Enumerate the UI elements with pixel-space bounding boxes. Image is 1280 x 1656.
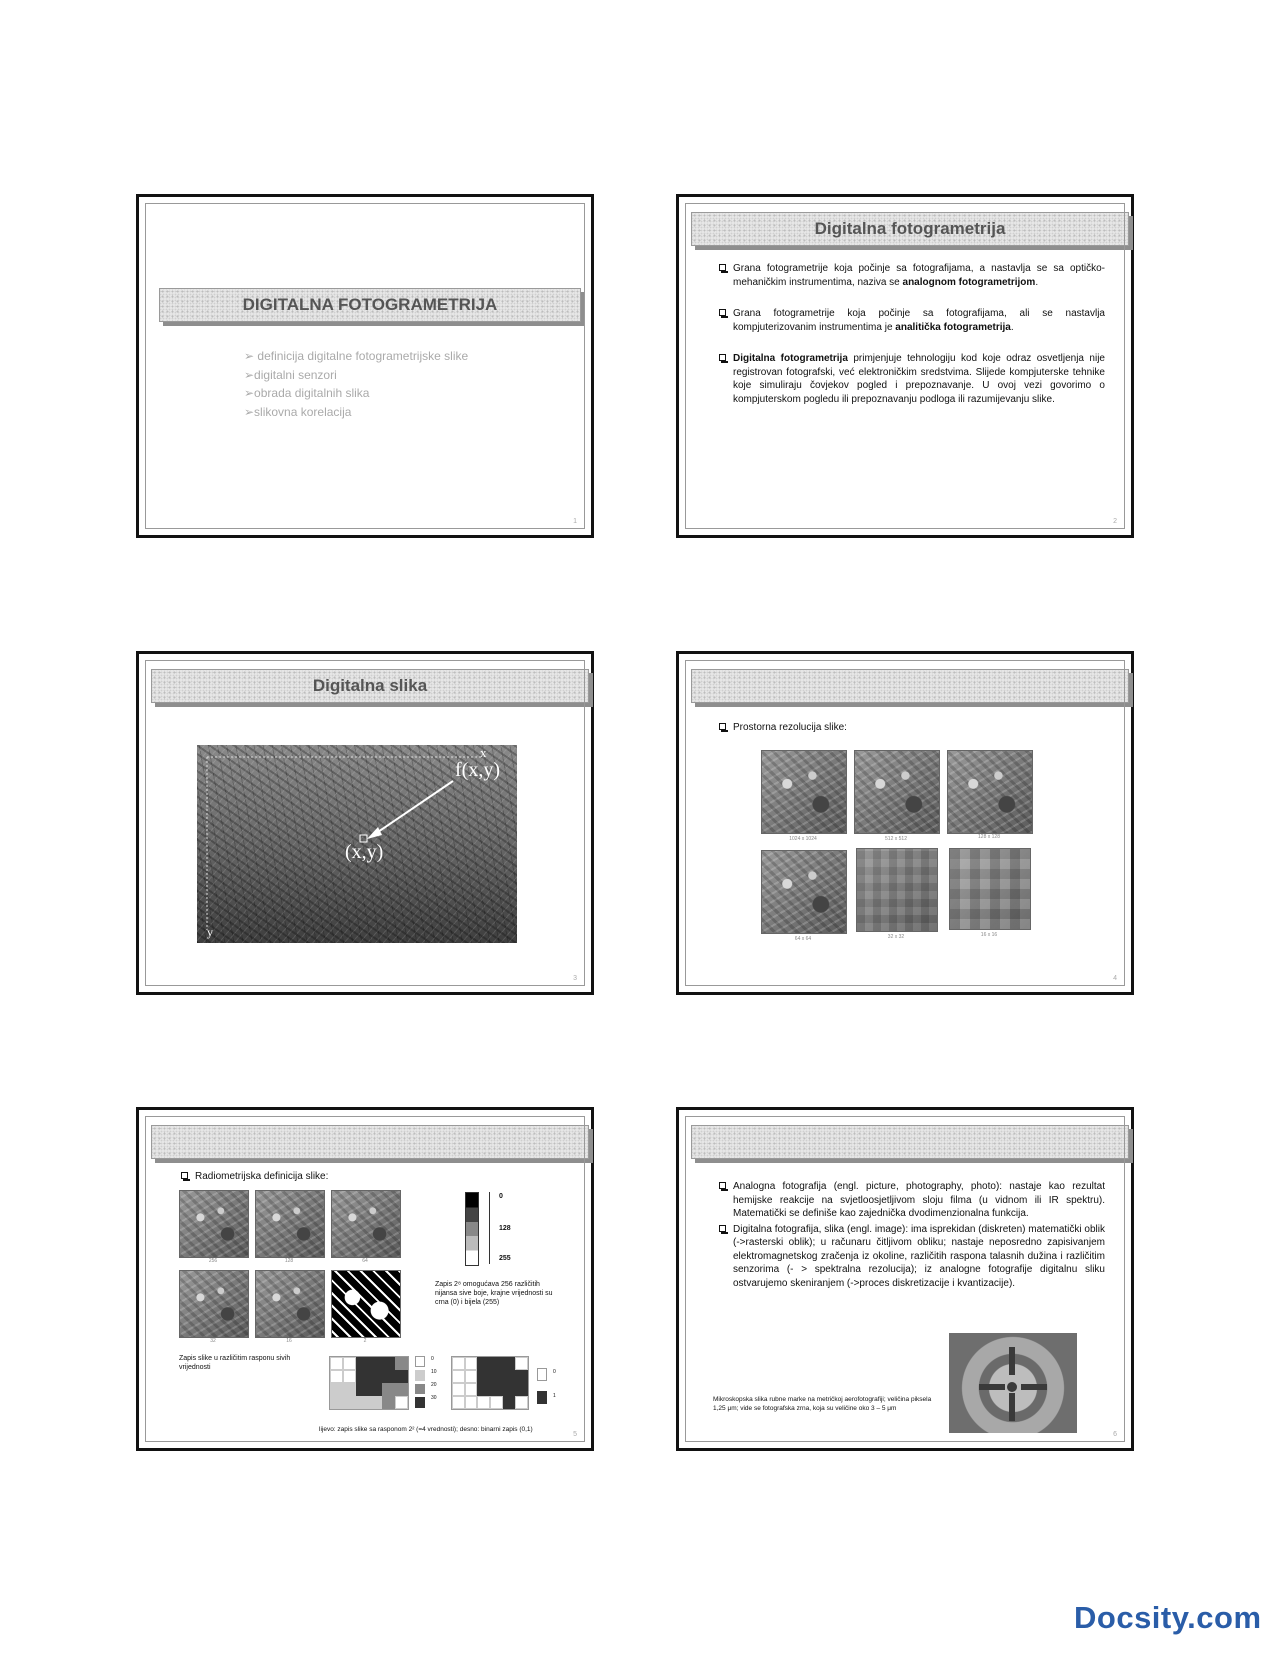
- bullet-list: [719, 262, 1105, 418]
- slide-number: 1: [573, 518, 577, 525]
- slide-3: [136, 651, 594, 995]
- slide-number: 6: [1113, 1431, 1117, 1438]
- binary-level-label: 1: [553, 1393, 556, 1399]
- binary-legend: [537, 1368, 547, 1404]
- gray-level-label: 20: [431, 1382, 437, 1388]
- function-label: f(x,y): [455, 759, 500, 781]
- slide-1: [136, 194, 594, 538]
- slide-title: Digitalna fotogrametrija: [691, 212, 1129, 246]
- aerial-image-32: [856, 848, 938, 932]
- list-item: Digitalna fotografija, slika (engl. image): ima isprekidan (diskreten) matematički oblik (->rasterski oblik); u računaru čitljivom obliku; nastaje neposredno zapisivanjem elektromagnetskog zračenja iz okoline, različitih raspona talasnih dužina i različitim senzorima (- > spektralna rezolucija); iz analogne fotografije digitalnu sliku ostvarujemo skeniranjem (->proces diskretizacije i kvantizacije).: [719, 1223, 1105, 1291]
- gray-level-label: 30: [431, 1395, 437, 1401]
- checkbox-bullet-icon: [181, 1172, 188, 1179]
- list-item: Analogna fotografija (engl. picture, photography, photo): nastaje kao rezultat hemijske reakcije na svjetloosjetljivom sloju filma (u vidnom ili IR spektru). Matematički se definiše kao zajednička dvodimenzionalna funkcija.: [719, 1180, 1105, 1221]
- slide-5: [136, 1107, 594, 1451]
- aerial-image-512: [854, 750, 940, 834]
- pixel-label: (x,y): [345, 841, 384, 863]
- figure-footer: lijevo: zapis slike sa rasponom 2² (=4 vrednosti); desno: binarni zapis (0,1): [319, 1426, 533, 1433]
- list-item: ➢obrada digitalnih slika: [244, 386, 370, 400]
- photo-caption: Mikroskopska slika rubne marke na metričkoj aerofotografiji; veličina piksela 1,25 μm; vide se fotografska zrna, koja su veličine oko 3 – 5 μm: [713, 1396, 932, 1412]
- checkbox-bullet-icon: [719, 723, 726, 730]
- gray-image-256: [179, 1190, 249, 1258]
- list-item: Grana fotogrametrije koja počinje sa fotografijama, ali se nastavlja kompjuterizovanim instrumentima je analitička fotogrametrija.: [719, 307, 1105, 334]
- axis-x-label: x: [480, 745, 487, 760]
- aerial-image-128: [947, 750, 1033, 834]
- bullet-list: [719, 721, 1019, 747]
- list-item: Radiometrijska definicija slike:: [181, 1170, 481, 1184]
- image-caption: 64 x 64: [794, 936, 812, 942]
- image-caption: 64: [362, 1258, 368, 1264]
- list-item: ➢ definicija digitalne fotogrametrijske slike: [244, 349, 469, 363]
- binary-grid: [451, 1356, 529, 1410]
- aerial-image-64: [761, 850, 847, 934]
- gray-level-label: 10: [431, 1369, 437, 1375]
- slide-title: Digitalna slika: [151, 669, 589, 703]
- scale-label: 0: [499, 1193, 503, 1200]
- list-item: Prostorna rezolucija slike:: [719, 721, 1019, 735]
- note-range: Zapis slike u različitim rasponu sivih vrijednosti: [179, 1355, 291, 1371]
- image-caption: 256: [208, 1258, 218, 1264]
- checkbox-bullet-icon: [719, 264, 726, 271]
- checkbox-bullet-icon: [719, 309, 726, 316]
- checkbox-bullet-icon: [719, 354, 726, 361]
- image-caption: 512 x 512: [885, 836, 907, 842]
- image-caption: 32: [210, 1338, 216, 1344]
- slide-title-bar: [151, 1125, 589, 1159]
- binary-level-label: 0: [553, 1369, 556, 1375]
- image-caption: 16 x 16: [980, 932, 998, 938]
- slide-number: 4: [1113, 975, 1117, 982]
- gray-image-16: [255, 1270, 325, 1338]
- image-caption: 16: [286, 1338, 292, 1344]
- slide-title-bar: [691, 1125, 1129, 1159]
- checkbox-bullet-icon: [719, 1182, 726, 1189]
- topic-list: [244, 347, 468, 421]
- slide-2: [676, 194, 1134, 538]
- grass-photo: [197, 745, 517, 943]
- scale-line: [489, 1192, 490, 1264]
- aerial-image-1024: [761, 750, 847, 834]
- gray-scale-bar: [465, 1192, 479, 1266]
- slide-title-bar: [691, 669, 1129, 703]
- gray-legend: [415, 1356, 425, 1408]
- fiducial-mark-photo: [949, 1333, 1077, 1433]
- list-item: ➢slikovna korelacija: [244, 404, 352, 419]
- slide-4: [676, 651, 1134, 995]
- image-caption: 128: [284, 1258, 294, 1264]
- slide-title: DIGITALNA FOTOGRAMETRIJA: [159, 288, 581, 322]
- slide-number: 5: [573, 1431, 577, 1438]
- gray-grid: [329, 1356, 409, 1410]
- gray-image-128: [255, 1190, 325, 1258]
- bullet-list: [719, 1180, 1105, 1302]
- note-256: Zapis 2⁸ omogućava 256 različitih nijansa sive boje, krajne vrijednosti su crna (0) i bijela (255): [435, 1281, 553, 1306]
- checkbox-bullet-icon: [719, 1225, 726, 1232]
- list-item: Grana fotogrametrije koja počinje sa fotografijama, a nastavlja se sa optičko-mehaničkim instrumentima, naziva se analognom fotogrametrijom.: [719, 262, 1105, 289]
- image-caption: 2: [363, 1338, 367, 1344]
- list-item: Digitalna fotogrametrija primjenjuje tehnologiju kod koje odraz osvetljenja nije registrovan fotografski, već elektroničkim sredstvima. Slijede kompjuterske tehnike koje simuliraju čovjekov pogled i prepoznavanje. U ovoj vezi govorimo o kompjuterskom pogledu ili prepoznavanju podloga ili razumijevanju slike.: [719, 352, 1105, 406]
- axis-y-label: y: [207, 925, 213, 939]
- scale-label: 128: [499, 1225, 511, 1232]
- image-caption: 32 x 32: [887, 934, 905, 940]
- image-caption: 1024 x 1024: [789, 836, 817, 842]
- slide-number: 3: [573, 975, 577, 982]
- gray-level-label: 0: [431, 1356, 434, 1362]
- list-item: ➢digitalni senzori: [244, 367, 337, 382]
- slide-number: 2: [1113, 518, 1117, 525]
- binary-image-2: [331, 1270, 401, 1338]
- gray-image-64: [331, 1190, 401, 1258]
- image-caption: 128 x 128: [978, 834, 1000, 840]
- aerial-image-16: [949, 848, 1031, 930]
- docsity-watermark[interactable]: Docsity.com: [1074, 1600, 1262, 1635]
- slide-6: [676, 1107, 1134, 1451]
- gray-image-32: [179, 1270, 249, 1338]
- scale-label: 255: [499, 1255, 511, 1262]
